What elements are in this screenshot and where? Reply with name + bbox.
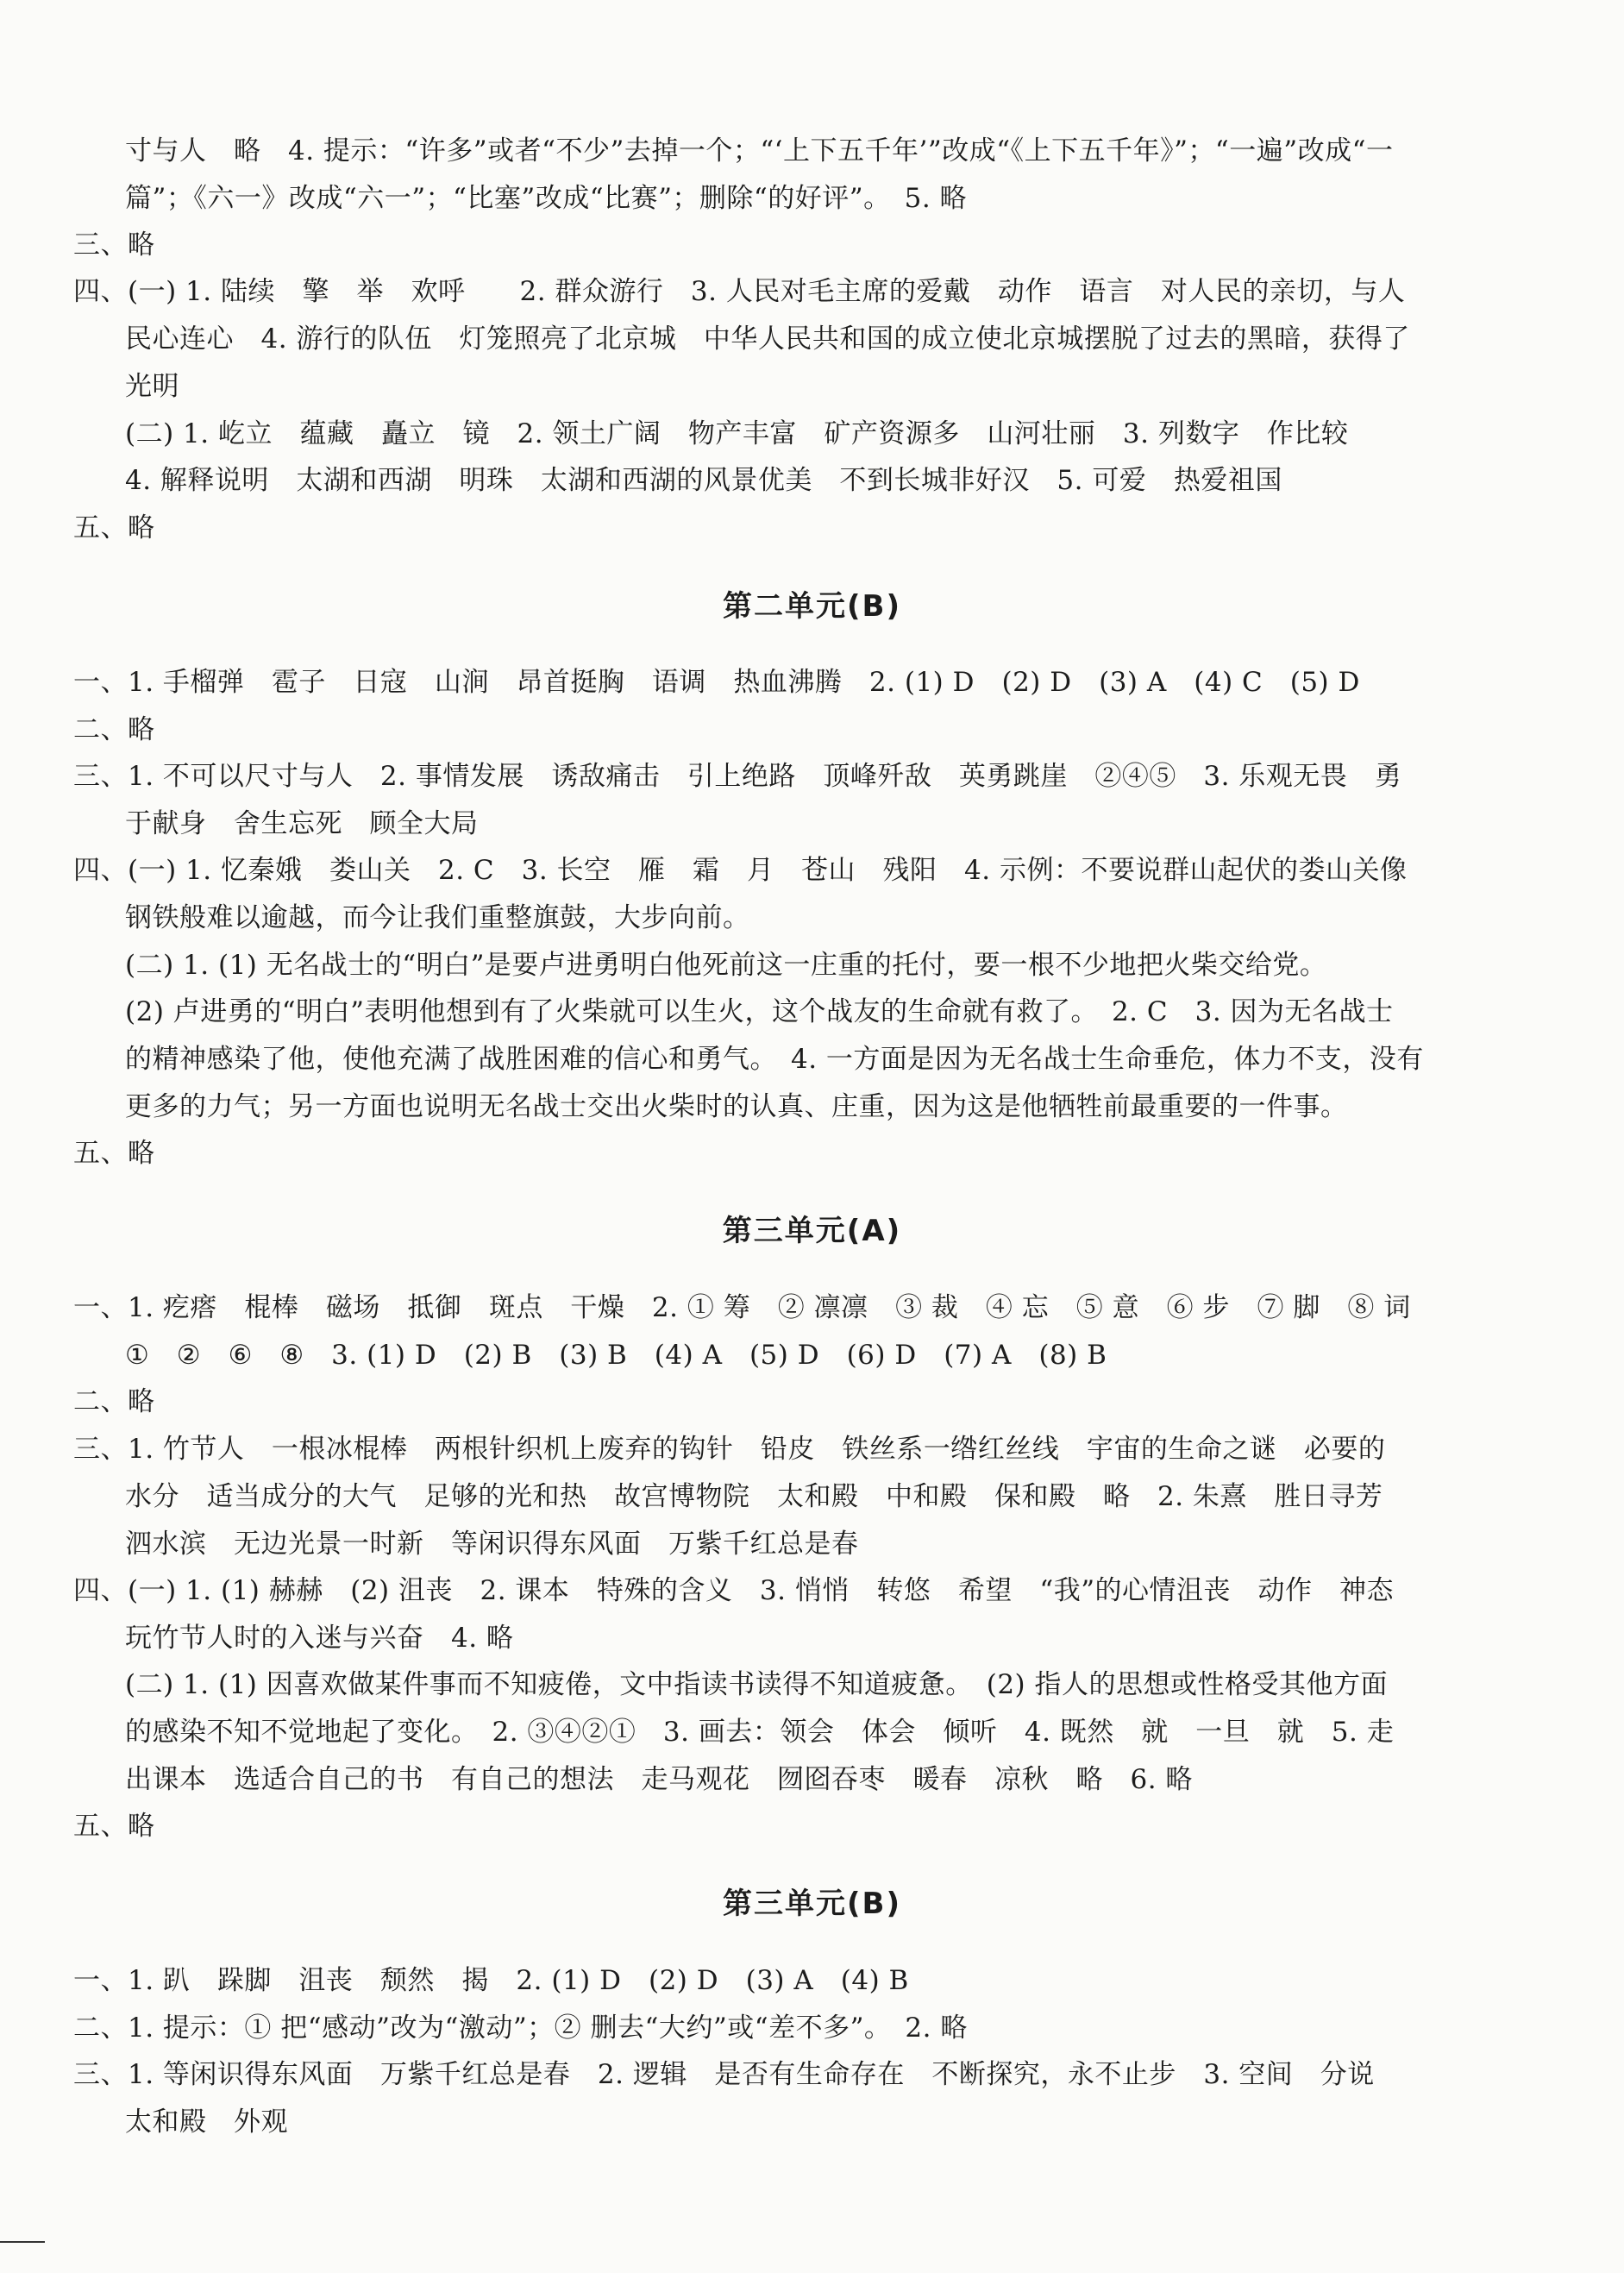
text-line: 四、(一) 1. 陆续 擎 举 欢呼 2. 群众游行 3. 人民对毛主席的爱戴 动作 语言 对人民的亲切，与人 [73, 276, 1406, 307]
text-line: (二) 1. (1) 无名战士的“明白”是要卢进勇明白他死前这一庄重的托付，要一根不少地把火柴交给党。 [125, 950, 1327, 981]
text-line: (二) 1. 屹立 蕴藏 矗立 镜 2. 领土广阔 物产丰富 矿产资源多 山河壮丽 3. 列数字 作比较 [125, 418, 1349, 449]
text-line: 水分 适当成分的大气 足够的光和热 故宫博物院 太和殿 中和殿 保和殿 略 2. 朱熹 胜日寻芳 [125, 1481, 1383, 1512]
text-line: 出课本 选适合自己的书 有自己的想法 走马观花 囫囵吞枣 暖春 凉秋 略 6. 略 [125, 1764, 1193, 1795]
text-line: 一、1. 趴 跺脚 沮丧 颓然 揭 2. (1) D (2) D (3) A (4) B [73, 1965, 909, 1996]
text-line: 的精神感染了他，使他充满了战胜困难的信心和勇气。 4. 一方面是因为无名战士生命垂危，体力不支，没有 [125, 1044, 1424, 1075]
text-line: 二、略 [73, 1386, 155, 1417]
text-line: 五、略 [73, 1811, 155, 1842]
text-line: 的感染不知不觉地起了变化。 2. ③④②① 3. 画去：领会 体会 倾听 4. 既然 就 一旦 就 5. 走 [125, 1717, 1395, 1748]
section-heading: 第三单元(B) [723, 1887, 901, 1921]
text-line: 三、略 [73, 229, 155, 261]
text-line: 一、1. 手榴弹 雹子 日寇 山涧 昂首挺胸 语调 热血沸腾 2. (1) D (2) D (3) A (4) C (5) D [73, 667, 1360, 698]
text-line: (2) 卢进勇的“明白”表明他想到有了火柴就可以生火，这个战友的生命就有救了。 2. C 3. 因为无名战士 [125, 996, 1394, 1027]
page-edge-rule [0, 2241, 45, 2243]
text-line: 4. 解释说明 太湖和西湖 明珠 太湖和西湖的风景优美 不到长城非好汉 5. 可爱 热爱祖国 [125, 465, 1282, 496]
text-line: 二、1. 提示：① 把“感动”改为“激动”；② 删去“大约”或“差不多”。 2. 略 [73, 2012, 968, 2044]
text-line: 泗水滨 无边光景一时新 等闲识得东风面 万紫千红总是春 [125, 1529, 859, 1560]
text-line: (二) 1. (1) 因喜欢做某件事而不知疲倦，文中指读书读得不知道疲惫。 (2) 指人的思想或性格受其他方面 [125, 1669, 1389, 1700]
text-line: 篇”；《六一》改成“六一”；“比塞”改成“比赛”；删除“的好评”。 5. 略 [125, 183, 968, 214]
text-line: 光明 [125, 371, 179, 402]
text-line: 于献身 舍生忘死 顾全大局 [125, 808, 479, 839]
text-line: 三、1. 等闲识得东风面 万紫千红总是春 2. 逻辑 是否有生命存在 不断探究，永不止步 3. 空间 分说 [73, 2059, 1375, 2090]
text-line: 三、1. 竹节人 一根冰棍棒 两根针织机上废弃的钩针 铅皮 铁丝系一绺红丝线 宇宙的生命之谜 必要的 [73, 1434, 1386, 1465]
text-line: 四、(一) 1. (1) 赫赫 (2) 沮丧 2. 课本 特殊的含义 3. 悄悄 转悠 希望 “我”的心情沮丧 动作 神态 [73, 1575, 1395, 1606]
text-line: 三、1. 不可以尺寸与人 2. 事情发展 诱敌痛击 引上绝路 顶峰歼敌 英勇跳崖 ②④⑤ 3. 乐观无畏 勇 [73, 761, 1402, 792]
section-heading: 第三单元(A) [722, 1214, 902, 1248]
text-line: ① ② ⑥ ⑧ 3. (1) D (2) B (3) B (4) A (5) D (6) D (7) A (8) B [125, 1340, 1107, 1371]
text-line: 钢铁般难以逾越，而今让我们重整旗鼓，大步向前。 [125, 902, 750, 933]
text-line: 更多的力气；另一方面也说明无名战士交出火柴时的认真、庄重，因为这是他牺牲前最重要的一件事。 [125, 1091, 1348, 1122]
text-line: 四、(一) 1. 忆秦娥 娄山关 2. C 3. 长空 雁 霜 月 苍山 残阳 4. 示例：不要说群山起伏的娄山关像 [73, 855, 1408, 886]
text-line: 寸与人 略 4. 提示：“许多”或者“不少”去掉一个；“‘上下五千年’”改成“《上下五千年》”；“一遍”改成“一 [125, 135, 1394, 166]
text-line: 五、略 [73, 1138, 155, 1169]
text-line: 玩竹节人时的入迷与兴奋 4. 略 [125, 1623, 514, 1654]
text-line: 民心连心 4. 游行的队伍 灯笼照亮了北京城 中华人民共和国的成立使北京城摆脱了过去的黑暗，获得了 [125, 323, 1410, 355]
section-heading: 第二单元(B) [723, 589, 901, 624]
text-line: 五、略 [73, 512, 155, 543]
text-line: 一、1. 疙瘩 棍棒 磁场 抵御 斑点 干燥 2. ① 筹 ② 凛凛 ③ 裁 ④ 忘 ⑤ 意 ⑥ 步 ⑦ 脚 ⑧ 词 [73, 1292, 1411, 1323]
text-line: 太和殿 外观 [125, 2107, 288, 2138]
text-line: 二、略 [73, 714, 155, 745]
